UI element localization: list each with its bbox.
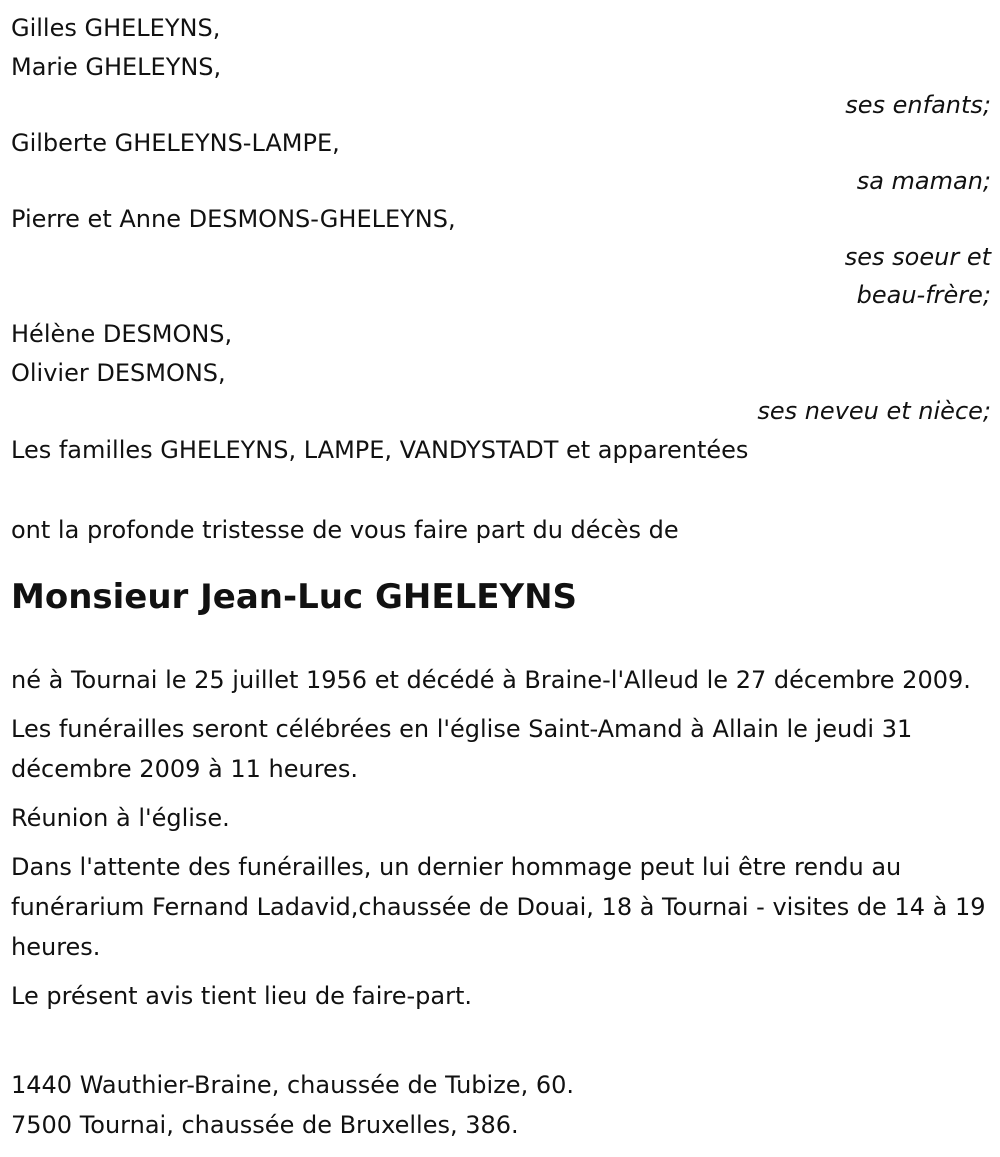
addresses <box>11 1065 991 1145</box>
sister-role-line1: ses soeur et <box>844 243 991 271</box>
tribute-paragraph: Dans l'attente des funérailles, un dernier hommage peut lui être rendu au funérarium Fernand Ladavid,chaussée de Douai, 18 à Tournai - visites de 14 à 19 heures. <box>11 853 986 961</box>
child-name: Gilles GHELEYNS, <box>11 14 221 42</box>
address-line: 7500 Tournai, chaussée de Bruxelles, 386. <box>11 1111 519 1139</box>
mother-name: Gilberte GHELEYNS-LAMPE, <box>11 129 340 157</box>
children-role: ses enfants; <box>845 91 991 119</box>
nephew-name: Hélène DESMONS, <box>11 320 233 348</box>
spacer <box>11 470 991 510</box>
announcement-text: ont la profonde tristesse de vous faire part du décès de <box>11 516 679 544</box>
family-mother <box>11 124 991 200</box>
sister-name: Pierre et Anne DESMONS-GHELEYNS, <box>11 205 456 233</box>
family-sister <box>11 200 991 314</box>
nephew-name: Olivier DESMONS, <box>11 359 226 387</box>
sister-role-line2: beau-frère; <box>856 281 991 309</box>
spacer <box>11 550 991 572</box>
spacer <box>11 622 991 660</box>
spacer <box>11 1025 991 1065</box>
extended-families: Les familles GHELEYNS, LAMPE, VANDYSTADT et apparentées <box>11 436 749 464</box>
notice-paragraph: Le présent avis tient lieu de faire-part. <box>11 982 473 1010</box>
meeting-paragraph: Réunion à l'église. <box>11 804 230 832</box>
birth-death-paragraph: né à Tournai le 25 juillet 1956 et décédé à Braine-l'Alleud le 27 décembre 2009. <box>11 666 971 694</box>
family-children <box>11 8 991 124</box>
funeral-paragraph: Les funérailles seront célébrées en l'église Saint-Amand à Allain le jeudi 31 décembre 2009 à 11 heures. <box>11 715 913 783</box>
deceased-name: Monsieur Jean-Luc GHELEYNS <box>11 577 578 617</box>
child-name: Marie GHELEYNS, <box>11 53 222 81</box>
details-section <box>11 660 991 1016</box>
mother-role: sa maman; <box>856 167 991 195</box>
nephews-role: ses neveu et nièce; <box>757 397 991 425</box>
address-line: 1440 Wauthier-Braine, chaussée de Tubize, 60. <box>11 1071 574 1099</box>
family-nephews <box>11 314 991 430</box>
obituary-notice <box>11 8 991 1145</box>
